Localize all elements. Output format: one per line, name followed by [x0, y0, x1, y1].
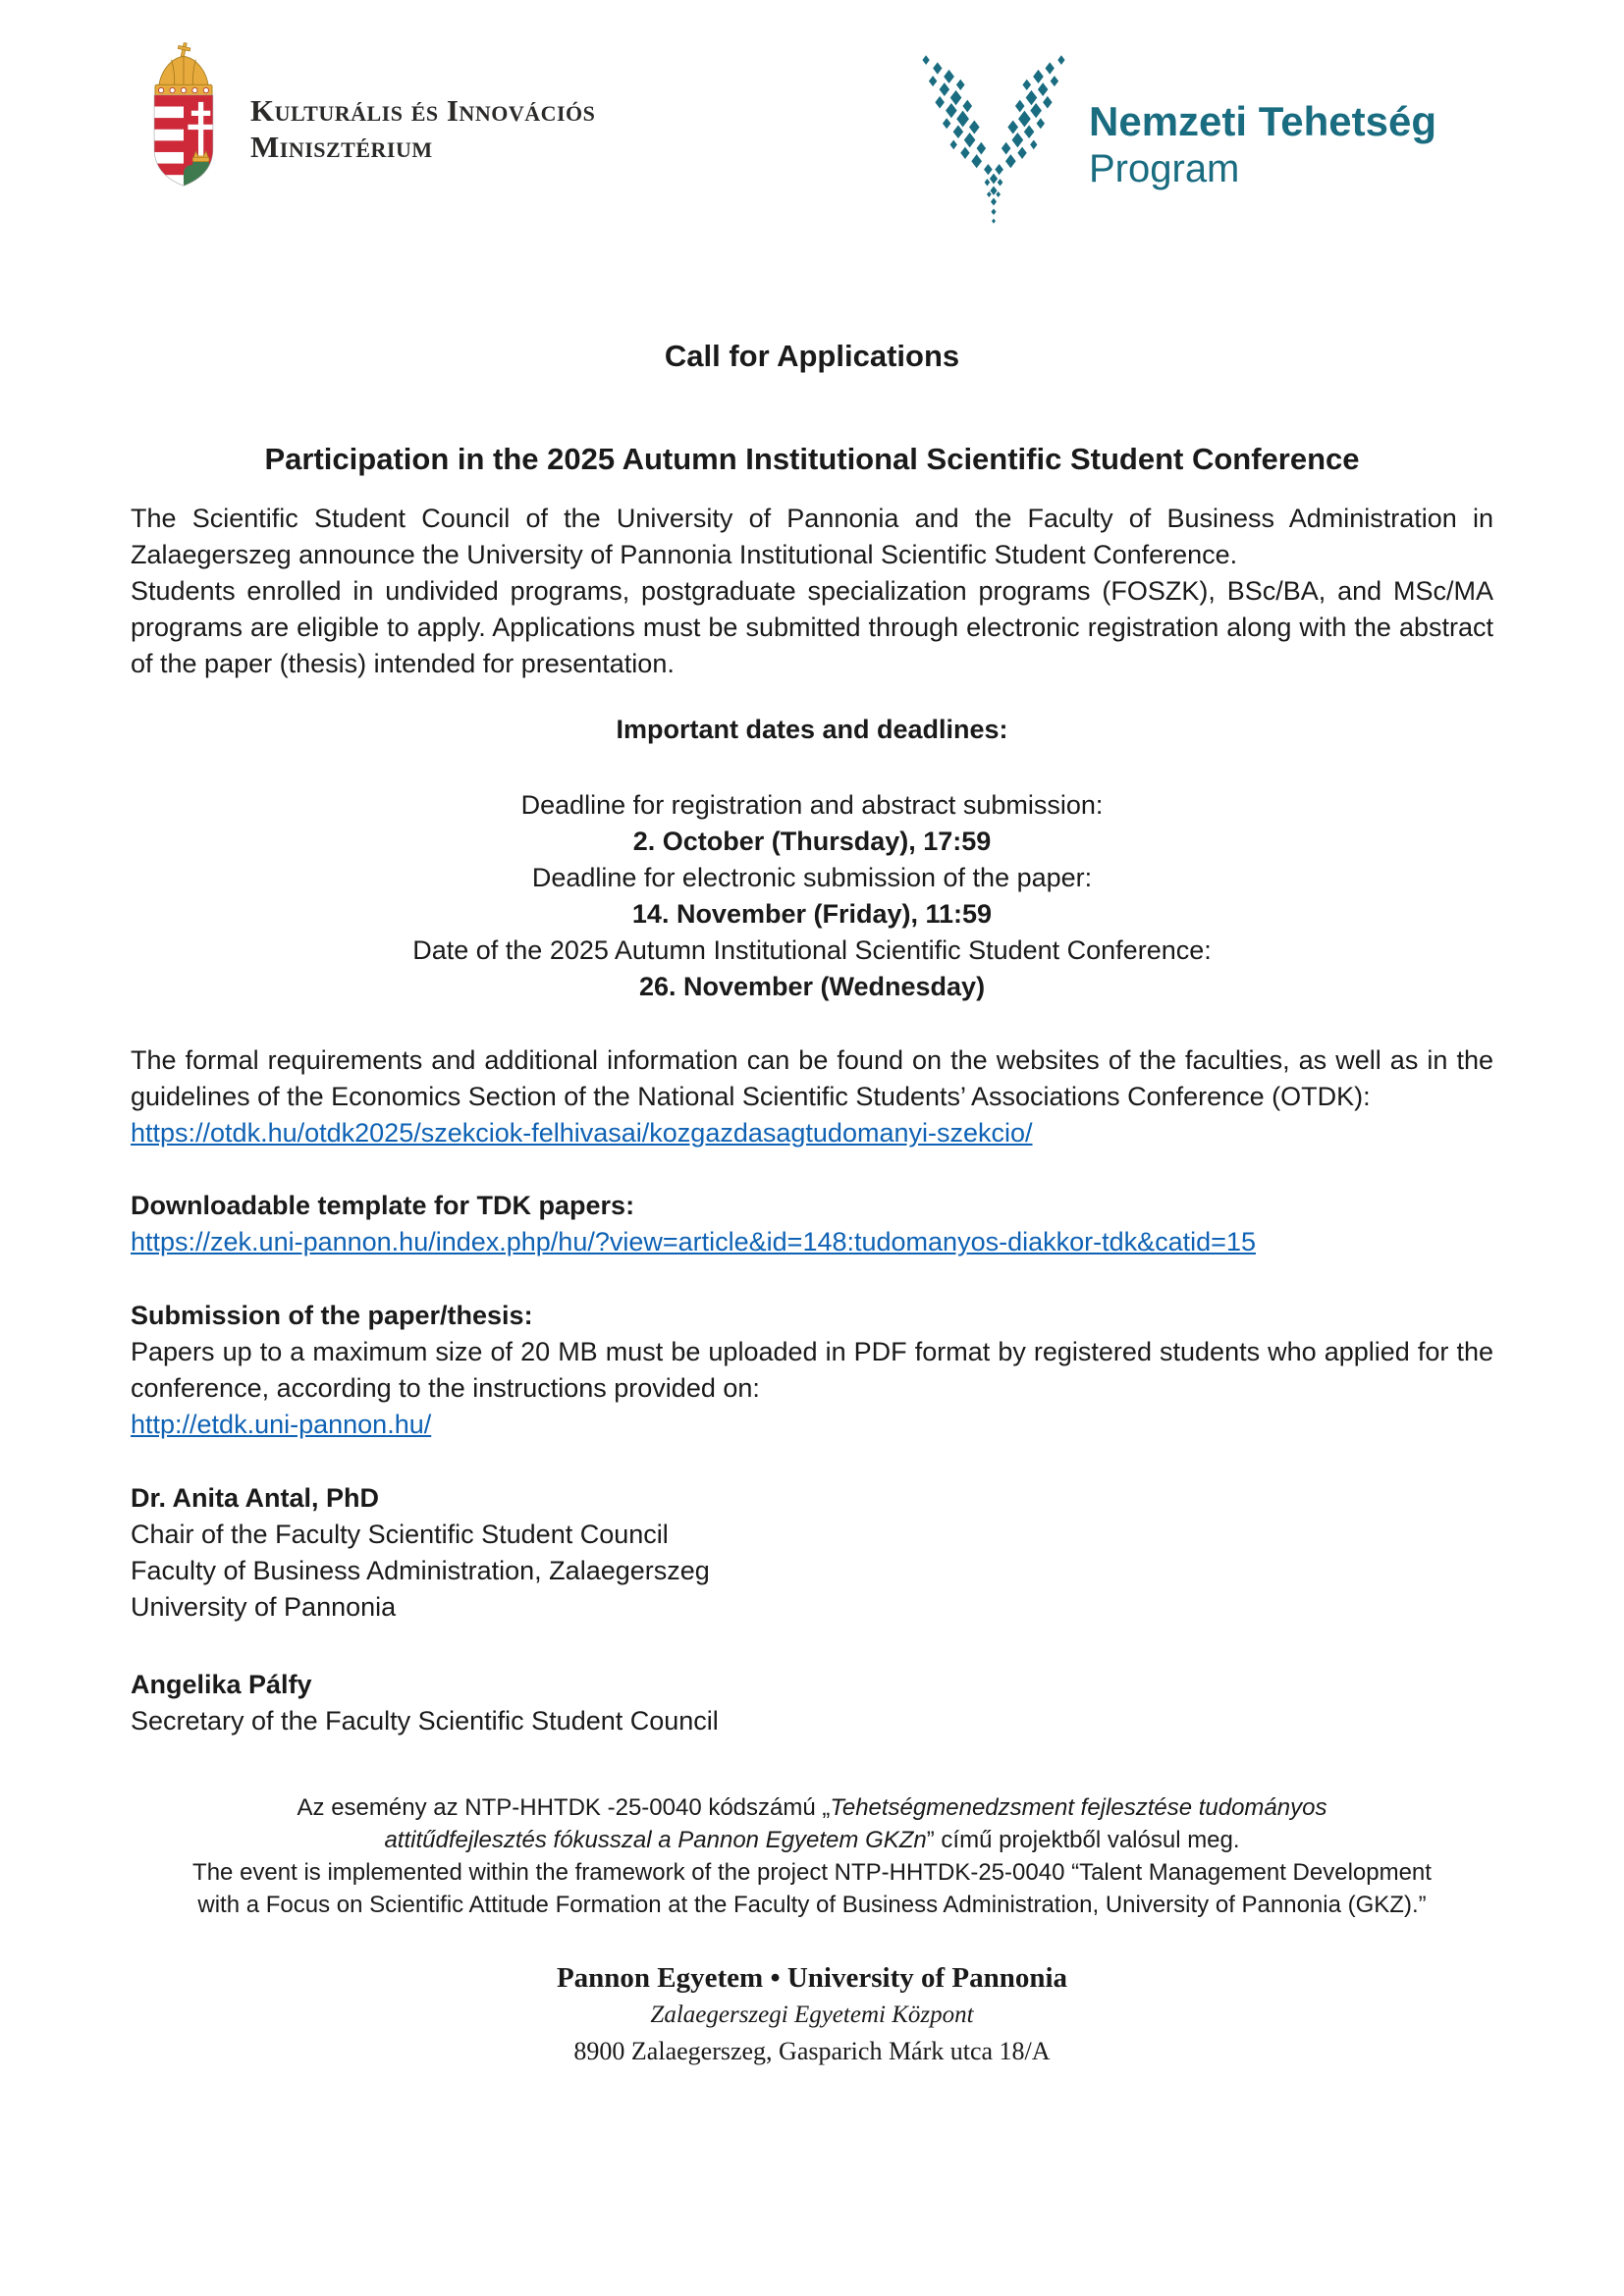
intro-section — [131, 501, 1493, 682]
document-footer — [131, 1958, 1493, 2070]
footer-university: Pannon Egyetem • University of Pannonia — [556, 1962, 1068, 1994]
submission-text: Papers up to a maximum size of 20 MB must be uploaded in PDF format by registered students who applied for the conference, according to the instructions provided on: — [131, 1337, 1493, 1403]
ntp-logo — [920, 41, 1436, 228]
template-link[interactable]: https://zek.uni-pannon.hu/index.php/hu/?view=article&id=148:tudomanyos-diakkor-tdk&catid=15 — [131, 1227, 1256, 1256]
signatory-2 — [131, 1667, 1493, 1739]
crown-cross-icon — [177, 42, 191, 58]
footer-campus: Zalaegerszegi Egyetemi Központ — [650, 2002, 974, 2028]
ntp-name — [1089, 41, 1436, 228]
footer-address: 8900 Zalaegerszeg, Gasparich Márk utca 18/A — [573, 2037, 1051, 2065]
date-value: 2. October (Thursday), 17:59 — [632, 827, 992, 856]
formal-section — [131, 1042, 1493, 1151]
dates-heading: Important dates and deadlines: — [616, 715, 1008, 744]
date-value: 14. November (Friday), 11:59 — [631, 899, 993, 929]
document-header — [131, 0, 1493, 192]
signatory-name: Angelika Pálfy — [131, 1670, 312, 1699]
formal-text: The formal requirements and additional information can be found on the websites of the faculties, as well as in the guidelines of the Economics Section of the National Scientific Students’ Associations Conference (OTDK): — [131, 1045, 1493, 1111]
ntp-program-icon — [920, 41, 1067, 228]
etdk-link[interactable]: http://etdk.uni-pannon.hu/ — [131, 1410, 432, 1439]
template-heading: Downloadable template for TDK papers: — [131, 1191, 635, 1220]
ministry-logo — [140, 41, 595, 190]
intro-paragraph-2: Students enrolled in undivided programs, postgraduate specialization programs (FOSZK), BSc/BA, and MSc/MA programs are eligible to apply. Applications must be submitted through electronic registration along with the abstract of the paper (thesis) intended for presentation. — [131, 576, 1493, 678]
template-section — [131, 1188, 1493, 1260]
date-value: 26. November (Wednesday) — [638, 972, 986, 1001]
hungary-coat-of-arms-icon — [140, 41, 227, 190]
signatory-university: University of Pannonia — [131, 1592, 397, 1622]
signatory-name: Dr. Anita Antal, PhD — [131, 1483, 380, 1513]
intro-paragraph-1: The Scientific Student Council of the University of Pannonia and the Faculty of Business Administration in Zalaegerszeg announce the University of Pannonia Institutional Scientific Student Conference. — [131, 504, 1493, 569]
submission-heading: Submission of the paper/thesis: — [131, 1301, 533, 1330]
ntp-name-line2: Program — [1089, 147, 1240, 190]
date-label: Deadline for electronic submission of the paper: — [531, 863, 1093, 892]
signatory-1 — [131, 1480, 1493, 1626]
project-title-hu: Tehetségmenedzsment fejlesztése tudományos attitűdfejlesztés fókusszal a Pannon Egyetem GKZn — [384, 1794, 1327, 1853]
ntp-name-line1: Nemzeti Tehetség — [1089, 98, 1436, 144]
project-note-en: The event is implemented within the framework of the project NTP-HHTDK-25-0040 “Talent Management Development with a Focus on Scientific Attitude Formation at the Faculty of Business Administration, University of Pannonia (GKZ).” — [192, 1859, 1432, 1918]
project-note — [131, 1791, 1493, 1921]
signatory-role: Chair of the Faculty Scientific Student Council — [131, 1520, 669, 1549]
ministry-name-line2: Minisztérium — [250, 130, 433, 164]
signatory-faculty: Faculty of Business Administration, Zalaegerszeg — [131, 1556, 710, 1585]
page-subtitle: Participation in the 2025 Autumn Institutional Scientific Student Conference — [264, 442, 1360, 476]
ministry-name — [250, 41, 595, 190]
signatory-role: Secretary of the Faculty Scientific Student Council — [131, 1706, 719, 1735]
submission-section — [131, 1298, 1493, 1443]
otdk-link[interactable]: https://otdk.hu/otdk2025/szekciok-felhivasai/kozgazdasagtudomanyi-szekcio/ — [131, 1118, 1033, 1148]
project-note-hu: Az esemény az NTP-HHTDK -25-0040 kódszámú „Tehetségmenedzsment fejlesztése tudományos attitűdfejlesztés fókusszal a Pannon Egyetem GKZn” című projektből valósul meg. — [297, 1794, 1327, 1853]
date-label: Deadline for registration and abstract submission: — [520, 790, 1104, 820]
ministry-name-line1: Kulturális és Innovációs — [250, 93, 596, 128]
date-label: Date of the 2025 Autumn Institutional Scientific Student Conference: — [412, 935, 1212, 965]
dates-list — [131, 787, 1493, 1005]
page-title: Call for Applications — [664, 339, 960, 373]
